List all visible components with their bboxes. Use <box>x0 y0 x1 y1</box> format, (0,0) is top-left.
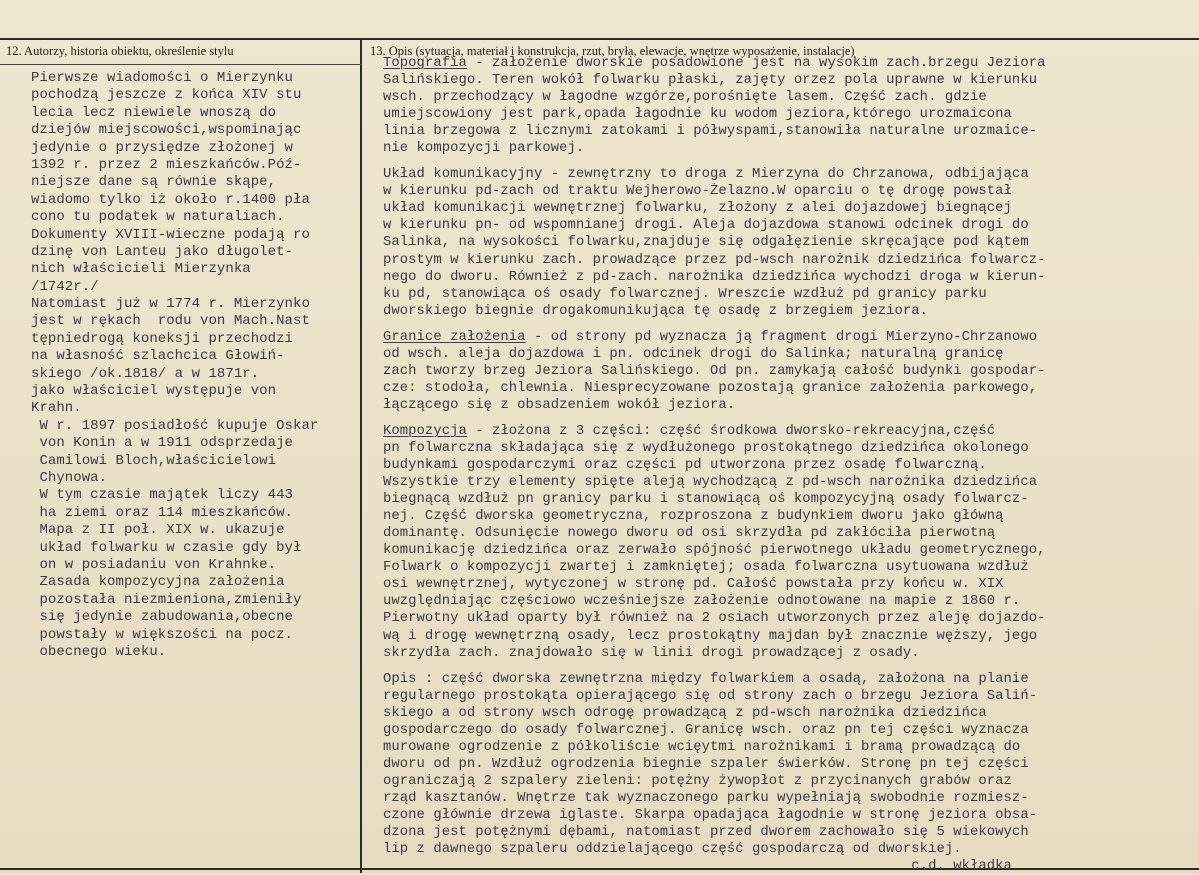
description-line: Kompozycja - złożona z 3 części: część środkowa dworsko-rekreacyjna,część <box>383 422 996 439</box>
history-line: na własność szlachcica Głowiń- <box>31 348 285 365</box>
description-line: wą i drogę wewnętrzną osady, lecz prostokątny majdan był znacznie węższy, jego <box>383 627 1038 644</box>
description-line: zach tworzy brzeg Jeziora Salińskiego. Od pn. zamykają całość budynki gospodar- <box>383 362 1046 379</box>
description-line: Folwark o kompozycji zwartej i zamkniętej; osada folwarczna usytuowana wzdłuż <box>383 559 1029 576</box>
history-line: pozostała niezmieniona,zmieniły <box>31 591 302 608</box>
history-line: W tym czasie majątek liczy 443 <box>31 487 293 504</box>
history-line: tępniedrogą koneksji przechodzi <box>31 330 293 347</box>
history-column <box>31 70 361 661</box>
description-line: Topografia - założenie dworskie posadowione jest na wysokim zach.brzegu Jeziora <box>383 55 1046 71</box>
description-line: gospodarczego do osady folwarcznej. Granicę wsch. oraz pn tej części wyznacza <box>383 721 1029 738</box>
history-line: Mapa z II poł. XIX w. ukazuje <box>31 522 285 539</box>
description-line: umiejscowiony jest park,opada łagodnie ku wodom jeziora,którego urozmaicona <box>383 106 1012 123</box>
history-line: von Konin a w 1911 odsprzedaje <box>31 435 293 452</box>
description-line: dzona jest potężnymi dębami, natomiast przed dworem zachowało się 5 wiekowych <box>383 824 1029 841</box>
description-line: Wszystkie trzy elementy spięte aleją wychodzącą z pd-wsch narożnika dziedzińca <box>383 474 1038 491</box>
description-line: układ komunikacji wewnętrznej folwarku, złożony z alei dojazdowej biegnącej <box>383 200 1012 217</box>
description-line: Granice założenia - od strony pd wyznacza ją fragment drogi Mierzyno-Chrzanowo <box>383 328 1038 345</box>
description-line: Pierwotny układ oparty był również na 2 osiach utworzonych przez aleję dojazdo- <box>383 610 1046 627</box>
history-line: Dokumenty XVIII-wieczne podają ro <box>31 226 310 243</box>
description-line: nego do dworu. Również z pd-zach. narożnika dziedzińca wychodzi droga w kierun- <box>383 268 1046 285</box>
description-line: Salińskiego. Teren wokół folwarku płaski, zajęty orzez pola uprawne w kierunku <box>383 72 1038 89</box>
history-line: powstały w większości na pocz. <box>31 626 293 643</box>
history-line: dzinę von Lanteu jako długolet- <box>31 243 293 260</box>
history-line: Camilowi Bloch,właścicielowi <box>31 452 277 469</box>
description-line: linia brzegowa z licznymi zatokami i półwyspami,stanowiła naturalne urozmaice- <box>383 123 1038 140</box>
description-line: łączącego się z obsadzeniem wokół jeziora. <box>383 396 736 413</box>
description-line: rząd kasztanów. Wnętrze tak wyznaczonego parku wypełniają swobodnie rozmiesz- <box>383 789 1029 806</box>
history-line: cono tu podatek w naturaliach. <box>31 209 285 226</box>
description-line: skrzydła zach. znajdowało się w linii drogi prowadzącej z osady. <box>383 644 920 661</box>
description-line: wsch. przechodzący w łagodne wzgórze,porośnięte lasem. Część zach. gdzie <box>383 89 987 106</box>
description-line: w kierunku pd-zach od traktu Wejherowo-Żelazno.W oparciu o tę drogę powstał <box>383 183 1012 200</box>
description-line: murowane ogrodzenie z półkoliście wcięytmi narożnikami i bramą prowadzącą do <box>383 738 1021 755</box>
history-line: ha ziemi oraz 114 mieszkańców. <box>31 504 293 521</box>
description-line: nie kompozycji parkowej. <box>383 140 585 157</box>
history-line: Natomiast już w 1774 r. Mierzynko <box>31 296 310 313</box>
history-line: się jedynie zabudowania,obecne <box>31 609 293 626</box>
description-line: ograniczają 2 szpalery zieleni: potężny żywopłot z przycinanych grabów oraz <box>383 772 1012 789</box>
description-line: osi wewnętrznej, wytyczonej w stronę pd. Całość powstała przy końcu w. XIX <box>383 576 1004 593</box>
history-line: W r. 1897 posiadłość kupuje Oskar <box>31 417 319 434</box>
description-line: dominantę. Odsunięcie nowego dworu od osi skrzydła pd zakłóciła pierwotną <box>383 525 996 542</box>
description-line: budynkami gospodarczymi oraz części pd utworzona przez osadę folwarczną. <box>383 457 987 474</box>
description-line: uwzględniając częściowo wcześniejsze założenie odnotowane na mapie z 1860 r. <box>383 593 1021 610</box>
description-line: w kierunku pn- od wspomnianej drogi. Aleja dojazdowa stanowi odcinek drogi do <box>383 217 1029 234</box>
paragraph-gap <box>383 157 1199 166</box>
history-line: obecnego wieku. <box>31 643 167 660</box>
description-column <box>383 55 1199 875</box>
history-line: Zasada kompozycyjna założenia <box>31 574 285 591</box>
history-line: wiadomo tylko iż około r.1400 pła <box>31 191 310 208</box>
description-line: c.d. wkładka <box>383 858 1012 875</box>
description-line: Układ komunikacyjny - zewnętrzny to droga z Mierzyna do Chrzanowa, odbijająca <box>383 166 1029 183</box>
paragraph-gap <box>383 662 1199 671</box>
paragraph-gap <box>383 414 1199 423</box>
history-line: Krahn. <box>31 400 82 417</box>
paragraph-heading: Topografia <box>383 55 467 71</box>
description-line: nej. Część dworska geometryczna, rozproszona z budynkiem dworu jako główną <box>383 508 1004 525</box>
description-line: biegnącą wzdłuż pn granicy parku i stanowiącą oś kompozycyjną osady folwarcz- <box>383 491 1029 508</box>
history-line: dziejów miejscowości,wspominając <box>31 122 302 139</box>
description-paragraph <box>383 166 1199 319</box>
history-line: Pierwsze wiadomości o Mierzynku <box>31 70 293 86</box>
description-line: regularnego prostokąta opierającego się od strony zach o brzegu Jeziora Saliń- <box>383 687 1038 704</box>
history-line: jako właściciel występuje von <box>31 383 277 400</box>
description-line: komunikację dziedzińca oraz zerwało spójność pierwotnego układu geometrycznego, <box>383 542 1046 559</box>
description-line: cze: stodoła, chlewnia. Niesprecyzowane pozostają granice założenia parkowego, <box>383 379 1038 396</box>
description-paragraph <box>383 423 1199 662</box>
description-line: skiego a od strony wsch odrogę prowadzącą z pd-wsch narożnika dziedzińca <box>383 704 987 721</box>
history-line: pochodzą jeszcze z końca XIV stu <box>31 87 302 104</box>
description-line: ku pd, stanowiąca oś osady folwarcznej. Wreszcie wzdłuż pd granicy parku <box>383 285 987 302</box>
history-line: skiego /ok.1818/ a w 1871r. <box>31 365 260 382</box>
description-line: Opis : część dworska zewnętrzna między folwarkiem a osadą, założona na planie <box>383 670 1029 687</box>
left-header-rule <box>0 64 362 65</box>
description-line: pn folwarczna składająca się z wydłużonego prostokątnego dziedzińca okolonego <box>383 439 1029 456</box>
section-13-header: 13. Opis (sytuacja, materiał i konstrukcja, rzut, bryła, elewacje, wnętrze wyposażenie, instalacje) <box>370 44 855 58</box>
history-line: nich właścicieli Mierzynka <box>31 261 251 278</box>
description-line: dworskiego biegnie drogakomunikująca tę osadę z brzegiem jeziora. <box>383 302 929 319</box>
description-paragraph <box>383 329 1199 414</box>
history-line: Chynowa. <box>31 469 108 486</box>
section-12-header: 12. Autorzy, historia obiektu, określenie stylu <box>6 44 234 58</box>
description-line: prostym w kierunku zach. prowadzące przez pd-wsch narożnik dziedzińca folwarcz- <box>383 251 1046 268</box>
history-line: 1392 r. przez 2 mieszkańców.Póź- <box>31 156 302 173</box>
history-line: jedynie o przysiędze złożonej w <box>31 139 293 156</box>
history-line: /1742r./ <box>31 278 99 295</box>
paragraph-heading: Kompozycja <box>383 422 467 439</box>
description-line: czone głównie drzewa iglaste. Skarpa opadająca łagodnie w stronę jeziora obsa- <box>383 806 1038 823</box>
top-rule <box>0 38 1199 40</box>
description-paragraph <box>383 55 1199 157</box>
description-line: Salinka, na wysokości folwarku,znajduje się odgałęzienie skręcające pod kątem <box>383 234 1029 251</box>
description-line: lip z dawnego szpaleru oddzielającego część gospodarczą od dworskiej. <box>383 841 962 858</box>
history-line: układ folwarku w czasie gdy był <box>31 539 302 556</box>
description-line: dworu od pn. Wzdłuż ogrodzenia biegnie szpaler świerków. Stronę pn tej części <box>383 755 1029 772</box>
history-line: lecia lecz niewiele wnoszą do <box>31 104 277 121</box>
history-line: jest w rękach rodu von Mach.Nast <box>31 313 310 330</box>
paragraph-heading: Granice założenia <box>383 328 526 345</box>
history-line: niejsze dane są równie skąpe, <box>31 174 277 191</box>
history-line: on w posiadaniu von Krahnke. <box>31 556 277 573</box>
description-line: od wsch. aleja dojazdowa i pn. odcinek drogi do Salinka; naturalną granicę <box>383 345 1004 362</box>
paragraph-gap <box>383 320 1199 329</box>
description-paragraph <box>383 671 1199 875</box>
